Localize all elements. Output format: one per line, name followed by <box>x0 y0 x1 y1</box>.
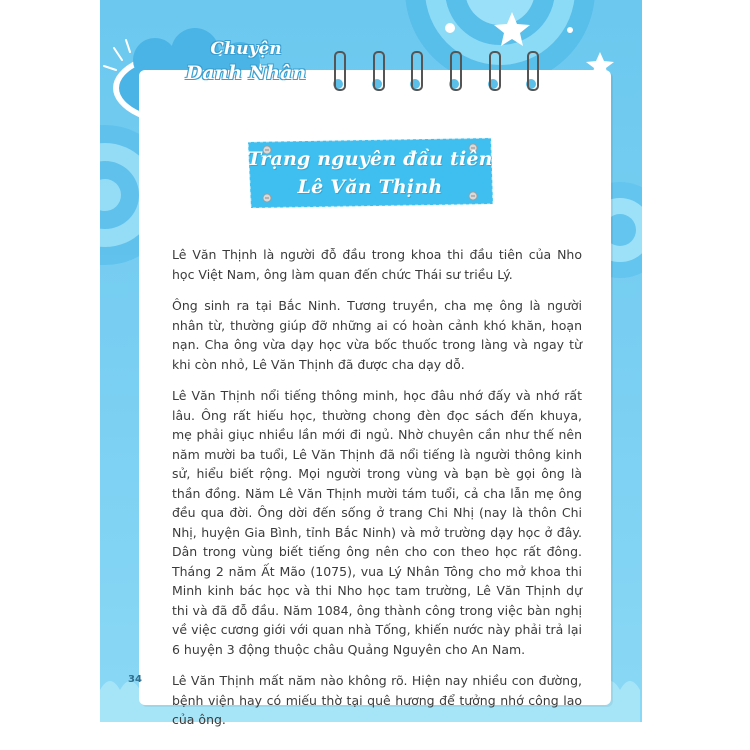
binder-ring <box>373 51 385 91</box>
series-logo-line1: Chuyện <box>210 39 282 59</box>
article-body <box>172 245 582 742</box>
paragraph: Lê Văn Thịnh là người đỗ đầu trong khoa thi đầu tiên của Nho học Việt Nam, ông làm quan đến chức Thái sư triều Lý. <box>172 247 582 282</box>
binder-ring <box>334 51 346 91</box>
binder-ring <box>411 51 423 91</box>
title-banner <box>245 136 495 210</box>
paragraph: Lê Văn Thịnh mất năm nào không rõ. Hiện nay nhiều con đường, bệnh viện hay có miếu thờ tại quê hương để tưởng nhớ công lao của ông. <box>172 673 582 727</box>
paragraph: Lê Văn Thịnh nổi tiếng thông minh, học đâu nhớ đấy và nhớ rất lâu. Ông rất hiếu học, thường chong đèn đọc sách đến khuya, mẹ phải giục nhiều lần mới đi ngủ. Nhờ chuyên cần như thế nên năm mười ba tuổi, Lê Văn Thịnh đã nổi tiếng là người thông kinh sử, hiểu biết rộng. Mọi người trong vùng và bạn bè gọi ông là thần đồng. Năm Lê Văn Thịnh mười tám tuổi, cả cha lẫn mẹ ông đều qua đời. Ông dời đến sống ở trang Chi Nhị (nay là thôn Chi Nhị, huyện Gia Bình, tỉnh Bắc Ninh) và mở trường dạy học ở đây. Dân trong vùng biết tiếng ông nên cho con theo học rất đông. Tháng 2 năm Ất Mão (1075), vua Lý Nhân Tông cho mở khoa thi Minh kinh bác học và thi Nho học tam trường, Lê Văn Thịnh dự thi và đã đỗ đầu. Năm 1084, ông thành công trong việc bàn nghị về việc cương giới với quan nhà Tống, khiến nước này phải trả lại 6 huyện 3 động thuộc châu Quảng Nguyên cho An Nam. <box>172 388 582 657</box>
series-logo <box>178 38 314 86</box>
binder-ring <box>527 51 539 91</box>
paragraph: Ông sinh ra tại Bắc Ninh. Tương truyền, cha mẹ ông là người nhân từ, thường giúp đỡ những ai có hoàn cảnh khó khăn, hoạn nạn. Cha ông vừa dạy học vừa bốc thuốc trong làng và ngay từ khi còn nhỏ, Lê Văn Thịnh đã được cha dạy dỗ. <box>172 298 582 372</box>
title-line-1: Trạng nguyên đầu tiên <box>247 148 493 170</box>
page-number: 34 <box>128 674 142 685</box>
title-line-2: Lê Văn Thịnh <box>297 176 443 198</box>
series-logo-line2: Danh Nhân <box>185 62 307 84</box>
binder-ring <box>450 51 462 91</box>
binder-ring <box>489 51 501 91</box>
